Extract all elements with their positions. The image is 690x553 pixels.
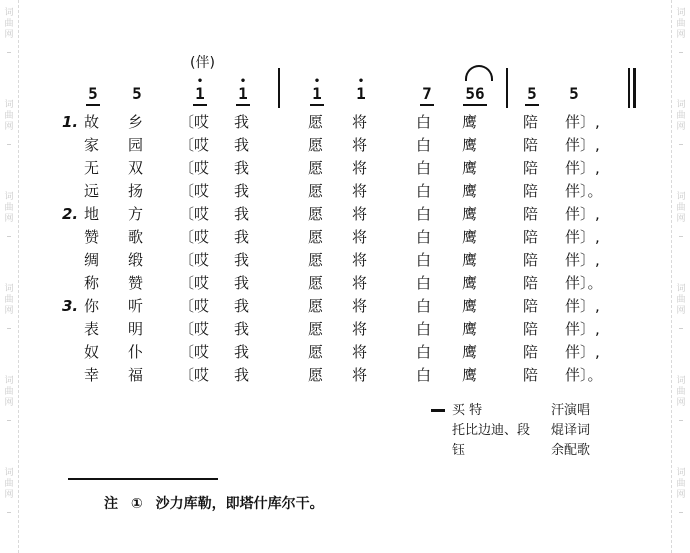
lyric-cell: 白 (416, 159, 432, 177)
lyric-cell: 白 (416, 343, 432, 361)
lyric-cell: 〔哎 (179, 274, 210, 292)
lyric-cell: 我 (234, 297, 250, 315)
lyric-cell: 幸 (84, 366, 100, 384)
watermark-char: 曲 (676, 479, 686, 489)
lyric-cell: 愿 (308, 366, 324, 384)
high-octave-dot: • (196, 76, 204, 87)
note-digit: 56 (465, 84, 485, 103)
lyric-row (0, 249, 600, 271)
credits-names (452, 401, 530, 461)
watermark-char: 词 (676, 468, 686, 478)
lyric-cell: 愿 (308, 113, 324, 131)
lyric-cell: 愿 (308, 343, 324, 361)
note-digit: 5 (132, 84, 142, 103)
note-underline (420, 104, 434, 106)
watermark-dash (7, 420, 11, 421)
lyric-cell: 将 (352, 366, 368, 384)
lyric-cell: 我 (234, 136, 250, 154)
lyric-cell: 〔哎 (179, 366, 210, 384)
barline-final-thin (628, 68, 630, 108)
lyric-cell: 〔哎 (179, 113, 210, 131)
note-underline (525, 104, 539, 106)
note-digit: 1 (195, 84, 205, 103)
note-digit: 5 (527, 84, 537, 103)
lyric-cell: 我 (234, 320, 250, 338)
lyric-cell: 陪 (523, 320, 539, 338)
note-underline (463, 104, 487, 106)
lyric-cell: 鹰 (462, 274, 478, 292)
lyric-cell: 伴〕, (565, 297, 600, 315)
watermark-char: 词 (4, 468, 14, 478)
lyric-cell: 愿 (308, 297, 324, 315)
watermark-strip-right (671, 0, 690, 553)
lyric-cell: 奴 (84, 343, 100, 361)
high-octave-dot: • (357, 76, 365, 87)
watermark-dash (7, 52, 11, 53)
lyric-cell: 愿 (308, 228, 324, 246)
lyric-cell: 白 (416, 320, 432, 338)
arranger-role: 余配歌 (551, 443, 591, 458)
lyric-cell: 〔哎 (179, 251, 210, 269)
lyric-cell: 我 (234, 366, 250, 384)
note (308, 76, 326, 106)
lyric-cell: 〔哎 (179, 320, 210, 338)
watermark-char: 网 (4, 214, 14, 224)
lyric-cell: 伴〕, (565, 136, 600, 154)
footnote (104, 493, 332, 513)
lyric-cell: 陪 (523, 113, 539, 131)
watermark-dash (679, 144, 683, 145)
lyric-row (0, 180, 603, 202)
lyric-cell: 伴〕, (565, 159, 600, 177)
lyric-cell: 将 (352, 228, 368, 246)
watermark-dash (679, 328, 683, 329)
watermark-char: 词 (676, 100, 686, 110)
note (352, 76, 370, 103)
watermark-char: 词 (676, 8, 686, 18)
lyric-cell: 〔哎 (179, 159, 210, 177)
lyric-cell: 陪 (523, 251, 539, 269)
lyric-cell: 伴〕, (565, 113, 600, 131)
watermark-char: 词 (676, 192, 686, 202)
high-octave-dot: • (239, 76, 247, 87)
watermark-char: 词 (4, 8, 14, 18)
note-digit: 1 (312, 84, 322, 103)
lyric-cell: 愿 (308, 205, 324, 223)
lyric-cell: 我 (234, 205, 250, 223)
lyric-cell: 远 (84, 182, 100, 200)
watermark-char: 网 (4, 30, 14, 40)
footnote-marker: ① (130, 496, 143, 512)
note-underline (193, 104, 207, 106)
lyric-row (0, 134, 600, 156)
watermark-dash (679, 512, 683, 513)
lyric-cell: 将 (352, 205, 368, 223)
watermark-char: 曲 (676, 203, 686, 213)
lyric-cell: 陪 (523, 343, 539, 361)
lyric-cell: 你 (84, 297, 100, 315)
lyric-cell: 白 (416, 228, 432, 246)
lyric-cell: 家 (84, 136, 100, 154)
watermark-char: 网 (4, 398, 14, 408)
lyric-cell: 鹰 (462, 297, 478, 315)
lyric-cell: 〔哎 (179, 343, 210, 361)
lyric-cell: 将 (352, 251, 368, 269)
lyric-cell: 地 (84, 205, 100, 223)
note (565, 84, 583, 103)
translator-role: 焜译词 (551, 423, 591, 438)
lyric-cell: 伴〕, (565, 228, 600, 246)
lyric-cell: 明 (128, 320, 144, 338)
watermark-char: 曲 (676, 295, 686, 305)
lyric-cell: 陪 (523, 159, 539, 177)
lyric-cell: 陪 (523, 205, 539, 223)
credits-dash (431, 409, 445, 412)
note (84, 84, 102, 106)
lyric-row (0, 318, 600, 340)
lyric-cell: 白 (416, 182, 432, 200)
lyric-cell: 鹰 (462, 343, 478, 361)
lyric-cell: 无 (84, 159, 100, 177)
watermark-char: 词 (4, 376, 14, 386)
note-digit: 5 (569, 84, 579, 103)
lyric-cell: 鹰 (462, 136, 478, 154)
lyric-cell: 方 (128, 205, 144, 223)
lyric-cell: 鹰 (462, 159, 478, 177)
lyric-cell: 鹰 (462, 205, 478, 223)
lyric-cell: 伴〕, (565, 343, 600, 361)
watermark-char: 曲 (4, 111, 14, 121)
lyric-cell: 将 (352, 182, 368, 200)
watermark-char: 曲 (676, 111, 686, 121)
watermark-char: 词 (4, 192, 14, 202)
footnote-rule (68, 478, 218, 480)
lyric-cell: 双 (128, 159, 144, 177)
high-octave-dot: • (313, 76, 321, 87)
watermark-dash (679, 236, 683, 237)
note-digit: 5 (88, 84, 98, 103)
lyric-cell: 赞 (128, 274, 144, 292)
lyric-cell: 白 (416, 205, 432, 223)
lyric-cell: 伴〕。 (565, 366, 603, 384)
lyric-row (0, 364, 603, 386)
singer-role: 汗演唱 (551, 403, 591, 418)
lyric-cell: 我 (234, 343, 250, 361)
lyric-cell: 我 (234, 159, 250, 177)
watermark-char: 网 (4, 122, 14, 132)
watermark-char: 网 (676, 30, 686, 40)
lyric-cell: 〔哎 (179, 182, 210, 200)
watermark-char: 曲 (4, 387, 14, 397)
lyric-cell: 陪 (523, 136, 539, 154)
lyric-cell: 鹰 (462, 113, 478, 131)
note-underline (310, 104, 324, 106)
lyric-cell: 扬 (128, 182, 144, 200)
lyric-cell: 将 (352, 159, 368, 177)
note (418, 84, 436, 106)
lyric-cell: 白 (416, 113, 432, 131)
lyric-cell: 我 (234, 251, 250, 269)
lyric-cell: 将 (352, 274, 368, 292)
note-digit: 7 (422, 84, 432, 103)
watermark-dash (679, 420, 683, 421)
lyric-cell: 〔哎 (179, 297, 210, 315)
watermark-char: 网 (4, 306, 14, 316)
lyric-cell: 伴〕, (565, 251, 600, 269)
lyric-cell: 愿 (308, 136, 324, 154)
translator-name: 托比边迪、段 (452, 423, 531, 438)
watermark-char: 曲 (676, 387, 686, 397)
watermark-char: 词 (4, 284, 14, 294)
lyric-cell: 〔哎 (179, 205, 210, 223)
watermark-dash (679, 52, 683, 53)
lyric-cell: 白 (416, 366, 432, 384)
watermark-char: 网 (4, 490, 14, 500)
lyric-cell: 陪 (523, 274, 539, 292)
watermark-char: 网 (676, 214, 686, 224)
lyric-cell: 陪 (523, 297, 539, 315)
watermark-char: 曲 (4, 19, 14, 29)
note-digit: 1 (238, 84, 248, 103)
slur-mark (465, 65, 493, 81)
barline-1 (278, 68, 280, 108)
watermark-char: 词 (676, 376, 686, 386)
barline-2 (506, 68, 508, 108)
watermark-char: 网 (676, 306, 686, 316)
lyric-cell: 陪 (523, 182, 539, 200)
verse-number: 2. (62, 205, 79, 223)
lyric-cell: 鹰 (462, 182, 478, 200)
lyric-cell: 伴〕, (565, 205, 600, 223)
lyric-cell: 愿 (308, 320, 324, 338)
lyric-cell: 愿 (308, 274, 324, 292)
note (234, 76, 252, 106)
barline-final-thick (633, 68, 636, 108)
note-underline (86, 104, 100, 106)
note (462, 84, 488, 106)
lyric-cell: 将 (352, 136, 368, 154)
lyric-cell: 听 (128, 297, 144, 315)
lyric-cell: 鹰 (462, 228, 478, 246)
lyric-row (0, 295, 600, 317)
lyric-cell: 陪 (523, 366, 539, 384)
watermark-char: 曲 (4, 295, 14, 305)
lyric-cell: 缎 (128, 251, 144, 269)
lyric-cell: 鹰 (462, 251, 478, 269)
watermark-char: 词 (676, 284, 686, 294)
lyric-cell: 我 (234, 113, 250, 131)
lyric-cell: 白 (416, 274, 432, 292)
lyric-cell: 乡 (128, 113, 144, 131)
lyric-cell: 绸 (84, 251, 100, 269)
lyric-cell: 园 (128, 136, 144, 154)
footnote-label: 注 (104, 496, 118, 512)
lyric-row (0, 157, 600, 179)
watermark-char: 曲 (676, 19, 686, 29)
watermark-char: 网 (676, 490, 686, 500)
lyric-cell: 愿 (308, 182, 324, 200)
lyric-cell: 愿 (308, 159, 324, 177)
lyric-cell: 歌 (128, 228, 144, 246)
lyric-cell: 鹰 (462, 320, 478, 338)
lyric-cell: 白 (416, 251, 432, 269)
lyric-cell: 称 (84, 274, 100, 292)
lyric-cell: 将 (352, 297, 368, 315)
note (128, 84, 146, 103)
lyric-cell: 白 (416, 136, 432, 154)
verse-number: 3. (62, 297, 79, 315)
accompaniment-label: (伴) (190, 55, 215, 71)
arranger-name: 钰 (452, 443, 466, 458)
lyric-cell: 白 (416, 297, 432, 315)
lyric-cell: 将 (352, 320, 368, 338)
lyric-cell: 陪 (523, 228, 539, 246)
watermark-char: 网 (676, 122, 686, 132)
lyric-cell: 仆 (128, 343, 144, 361)
footnote-text: 沙力库勒，即塔什库尔干。 (155, 496, 324, 512)
credits-roles (551, 401, 590, 461)
lyric-cell: 表 (84, 320, 100, 338)
verse-number: 1. (62, 113, 79, 131)
lyric-cell: 〔哎 (179, 136, 210, 154)
watermark-dash (7, 512, 11, 513)
watermark-char: 曲 (4, 479, 14, 489)
lyric-cell: 伴〕。 (565, 182, 603, 200)
lyric-row (0, 111, 600, 133)
lyric-cell: 愿 (308, 251, 324, 269)
watermark-char: 网 (676, 398, 686, 408)
note-underline (236, 104, 250, 106)
lyric-cell: 故 (84, 113, 100, 131)
note (191, 76, 209, 106)
lyric-cell: 〔哎 (179, 228, 210, 246)
lyric-cell: 我 (234, 182, 250, 200)
singer-name: 买 特 (452, 403, 483, 418)
lyric-cell: 鹰 (462, 366, 478, 384)
note (523, 84, 541, 106)
lyric-row (0, 226, 600, 248)
watermark-char: 曲 (4, 203, 14, 213)
lyric-cell: 我 (234, 274, 250, 292)
lyric-cell: 伴〕。 (565, 274, 603, 292)
lyric-cell: 将 (352, 113, 368, 131)
lyric-row (0, 272, 603, 294)
lyric-cell: 福 (128, 366, 144, 384)
lyric-row (0, 341, 600, 363)
lyric-cell: 伴〕, (565, 320, 600, 338)
lyric-cell: 将 (352, 343, 368, 361)
note-digit: 1 (356, 84, 366, 103)
lyric-cell: 赞 (84, 228, 100, 246)
lyric-row (0, 203, 600, 225)
watermark-char: 词 (4, 100, 14, 110)
lyric-cell: 我 (234, 228, 250, 246)
